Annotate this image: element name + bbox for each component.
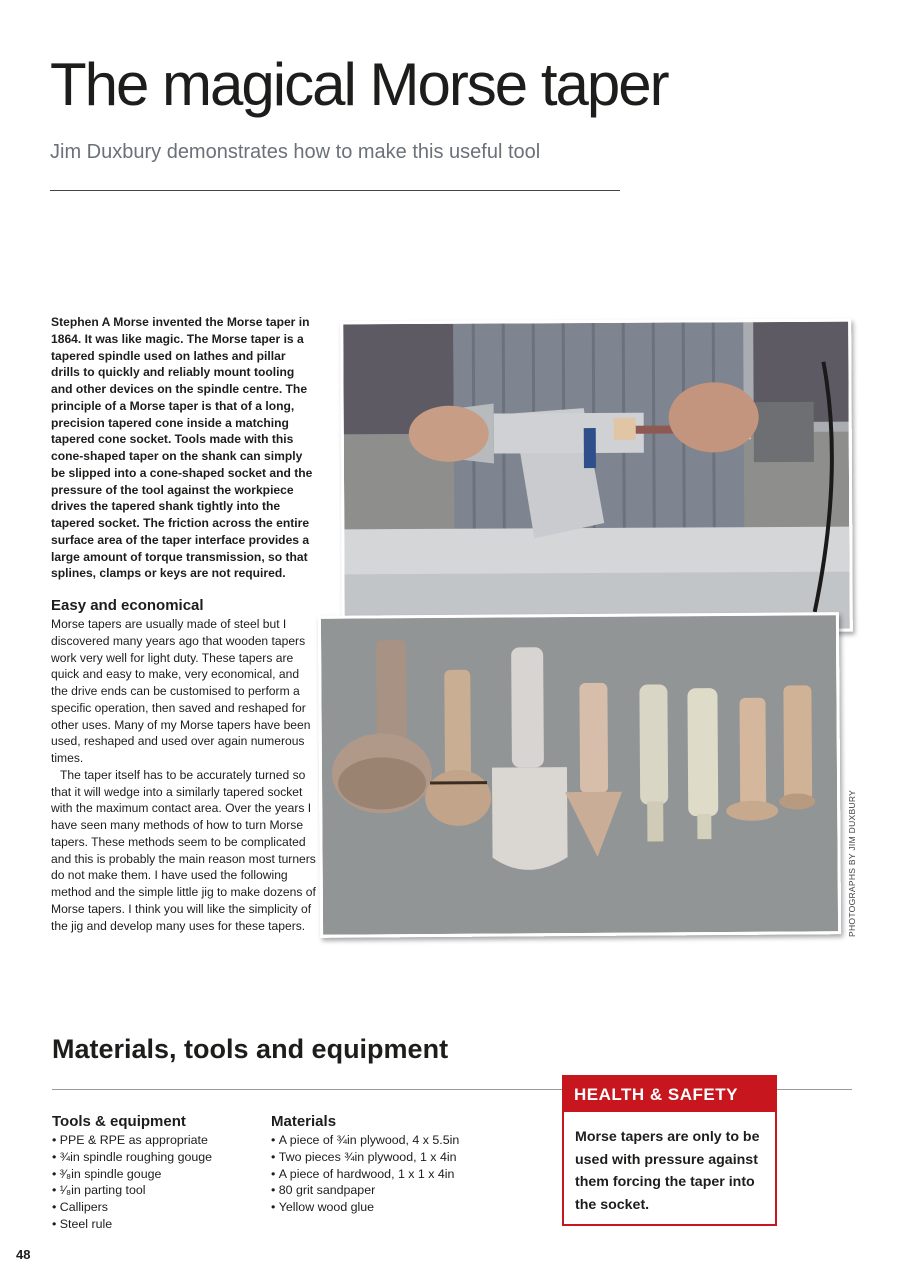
intro-paragraph: Stephen A Morse invented the Morse taper in 1864. It was like magic. The Morse taper is a tapered spindle used on lathes and pillar drills to quickly and reliably mount tooling and other devices on the spindle centre. The principle of a Morse taper is that of a long, precision tapered cone inside a matching tapered cone socket. Tools made with this cone-shaped taper on the shank can simply be slipped into a cone-shaped socket and the pressure of the tool against the workpiece drives the tapered shank tightly into the tapered socket. The friction across the entire surface area of the taper interface provides a large amount of torque transmission, so that splines, clamps or keys are not required.	[51, 315, 313, 581]
health-safety-heading: HEALTH & SAFETY	[564, 1077, 775, 1112]
list-item: • ³⁄₈in spindle gouge	[52, 1166, 212, 1183]
list-item: • A piece of ¾in plywood, 4 x 5.5in	[271, 1132, 459, 1149]
list-item: • Steel rule	[52, 1216, 212, 1233]
page-number: 48	[16, 1247, 31, 1262]
materials-list	[271, 1112, 459, 1216]
materials-section-title: Materials, tools and equipment	[52, 1034, 449, 1064]
list-item: • Callipers	[52, 1199, 212, 1216]
section-heading: Easy and economical	[51, 597, 204, 614]
list-item: • PPE & RPE as appropriate	[52, 1132, 212, 1149]
materials-heading: Materials	[271, 1113, 337, 1130]
list-item: • 80 grit sandpaper	[271, 1182, 459, 1199]
list-item: • Two pieces ¾in plywood, 1 x 4in	[271, 1149, 459, 1166]
list-item: • ¾in spindle roughing gouge	[52, 1149, 212, 1166]
tools-list	[52, 1112, 212, 1233]
body-column	[51, 596, 316, 934]
photo-credit: PHOTOGRAPHS BY JIM DUXBURY	[847, 789, 857, 937]
intro-column	[51, 314, 316, 582]
health-safety-box	[562, 1075, 777, 1226]
article-subtitle: Jim Duxbury demonstrates how to make this useful tool	[50, 141, 541, 163]
health-safety-text: Morse tapers are only to be used with pressure against them forcing the taper into the socket.	[575, 1129, 760, 1213]
lathe-photo	[340, 319, 853, 635]
list-item: • ¹⁄₈in parting tool	[52, 1182, 212, 1199]
body-paragraph: The taper itself has to be accurately turned so that it will wedge into a similarly tapered socket with the maximum contact area. Over the years I have seen many methods of how to turn Morse tapers. These methods seem to be complicated and this is probably the main reason most turners do not make them. I have used the following method and the simple little jig to make dozens of Morse tapers. I think you will like the simplicity of the jig and develop many uses for these tapers.	[51, 767, 316, 933]
tools-heading: Tools & equipment	[52, 1113, 186, 1130]
tapers-photo	[318, 612, 841, 938]
body-paragraph: Morse tapers are usually made of steel but I discovered many years ago that wooden tapers work very well for light duty. These tapers are quick and easy to make, very economical, and the drive ends can be customised to perform a specific operation, then saved and reshaped for other uses. Many of my Morse tapers have been used, reshaped and used over again numerous times.	[51, 617, 311, 765]
list-item: • Yellow wood glue	[271, 1199, 459, 1216]
title-divider	[50, 190, 620, 191]
article-title: The magical Morse taper	[50, 51, 668, 118]
list-item: • A piece of hardwood, 1 x 1 x 4in	[271, 1166, 459, 1183]
